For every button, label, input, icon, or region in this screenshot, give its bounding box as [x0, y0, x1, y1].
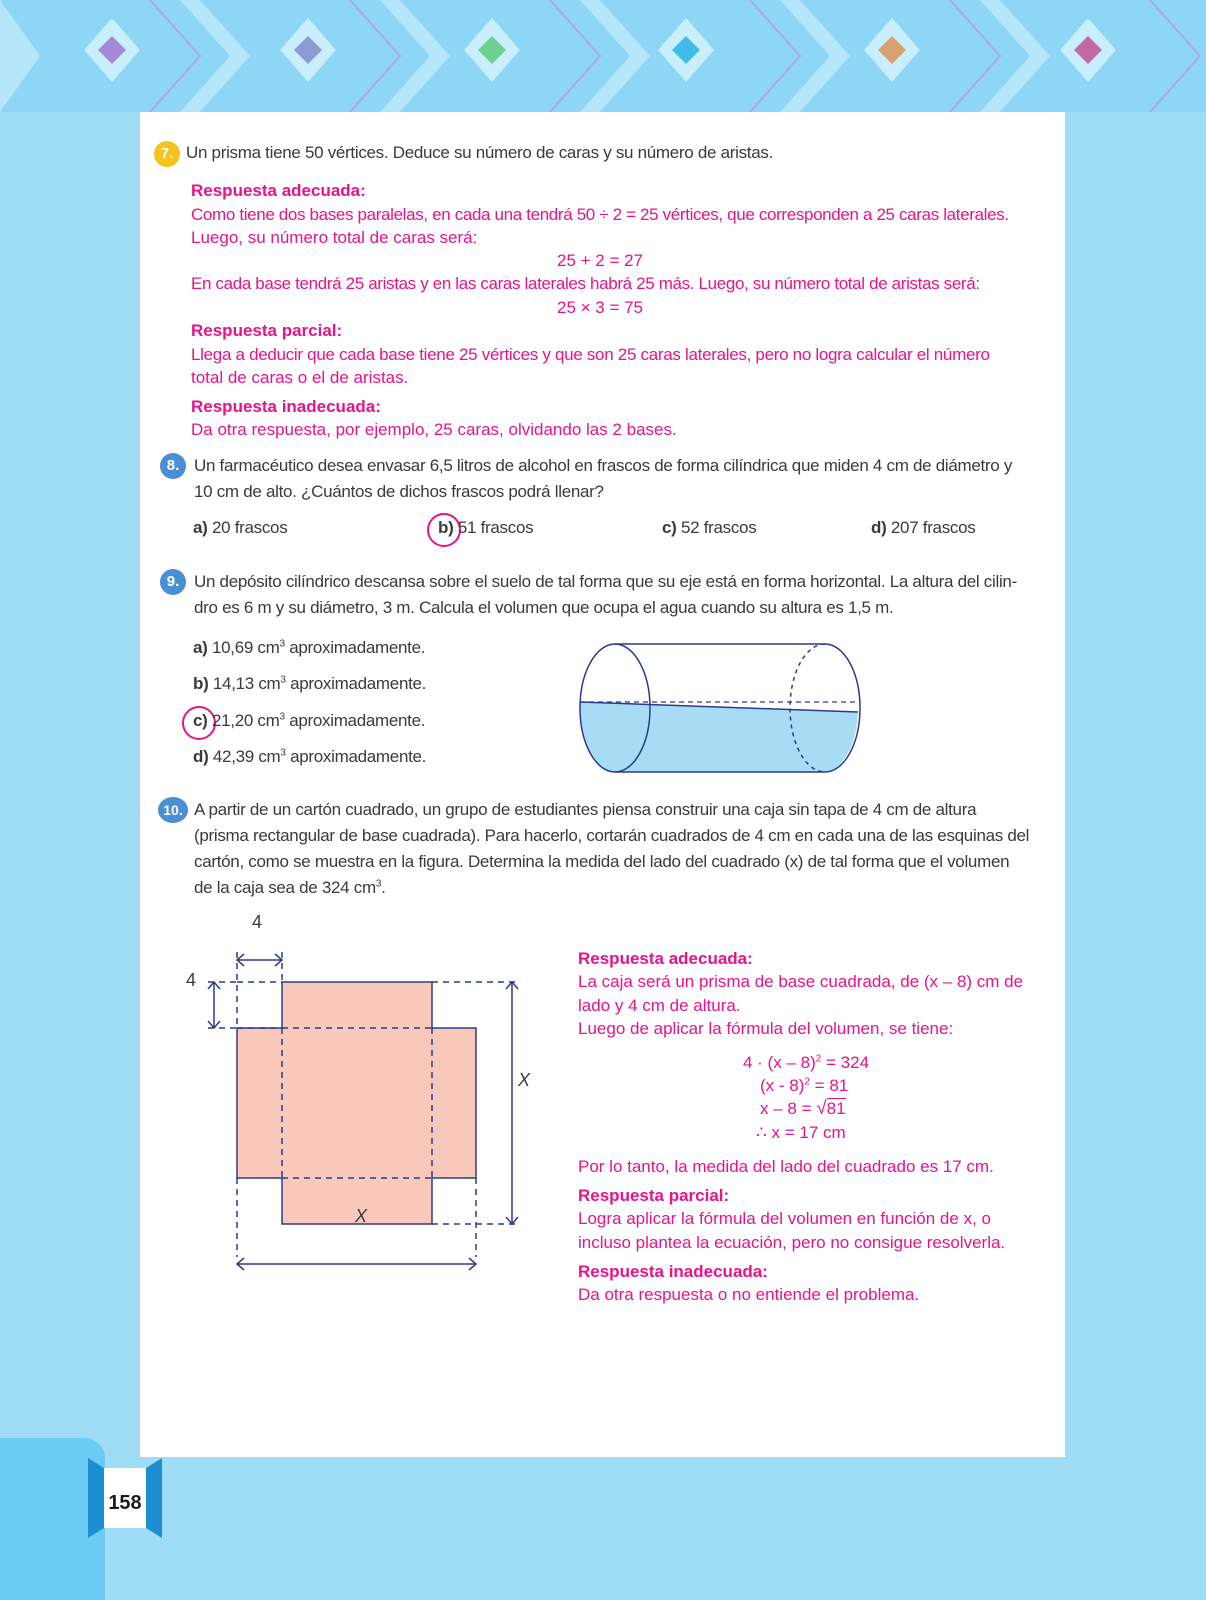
question-9-line2: dro es 6 m y su diámetro, 3 m. Calcula el volumen que ocupa el agua cuando su altura es 1,5 m. [194, 598, 894, 617]
question-9-line1: Un depósito cilíndrico descansa sobre el suelo de tal forma que su eje está en forma horizontal. La altura del cilin- [194, 572, 1017, 591]
q7-equation-2: 25 × 3 = 75 [556, 298, 644, 317]
question-8-line1: Un farmacéutico desea envasar 6,5 litros de alcohol en frascos de forma cilíndrica que miden 4 cm de diámetro y [194, 456, 1013, 475]
square-root-icon: √ [816, 1098, 827, 1119]
question-10-line2: (prisma rectangular de base cuadrada). Para hacerlo, cortarán cuadrados de 4 cm en cada una de las esquinas del [194, 826, 1030, 845]
q10-equation-1: 4 · (x – 8)$^2$ = 324 [743, 1053, 870, 1072]
q7-adequate-line2: Luego, su número total de caras será: [191, 228, 478, 247]
q9-option-b[interactable]: b) 14,13 $cm^3$ aproximadamente. [193, 674, 427, 693]
q7-adequate-title: Respuesta adecuada: [191, 181, 366, 200]
q10-partial-title: Respuesta parcial: [578, 1186, 730, 1205]
decorative-banner [0, 0, 1206, 112]
net-shape [237, 982, 476, 1224]
question-8-badge: 8. [160, 453, 186, 479]
page-content [140, 112, 1065, 1457]
q7-partial-line1: Llega a deducir que cada base tiene 25 vértices y que son 25 caras laterales, pero no logra calcular el número [191, 345, 990, 364]
q7-inadequate-text: Da otra respuesta, por ejemplo, 25 caras, olvidando las 2 bases. [191, 420, 677, 439]
q7-partial-line2: total de caras o el de aristas. [191, 368, 409, 387]
q10-conclusion: Por lo tanto, la medida del lado del cuadrado es 17 cm. [578, 1157, 994, 1176]
q10-adequate-line1: La caja será un prisma de base cuadrada, de (x – 8) cm de [578, 972, 1024, 991]
question-7-badge: 7. [154, 141, 180, 167]
question-10-line3: cartón, como se muestra en la figura. Determina la medida del lado del cuadrado (x) de tal forma que el volumen [194, 852, 1010, 871]
q9-option-d[interactable]: d) 42,39 $cm^3$ aproximadamente. [193, 747, 427, 766]
q7-adequate-line3: En cada base tendrá 25 aristas y en las caras laterales habrá 25 más. Luego, su número total de aristas será: [191, 274, 980, 293]
q7-inadequate-title: Respuesta inadecuada: [191, 397, 381, 416]
question-9-badge: 9. [160, 569, 186, 595]
net-label-bottom: X [355, 1206, 368, 1226]
q7-partial-title: Respuesta parcial: [191, 321, 343, 340]
q10-partial-line1: Logra aplicar la fórmula del volumen en función de x, o [578, 1209, 991, 1228]
q8-option-b[interactable]: b) 51 frascos [438, 518, 534, 537]
q10-equation-2: (x - 8)$^2$ = 81 [760, 1076, 849, 1095]
q10-equation-3: x – 8 = √81 [760, 1098, 846, 1119]
q10-adequate-title: Respuesta adecuada: [578, 949, 753, 968]
question-8-line2: 10 cm de alto. ¿Cuántos de dichos frascos podrá llenar? [194, 482, 604, 501]
q8-option-d[interactable]: d) 207 frascos [871, 518, 976, 537]
q10-adequate-line3: Luego de aplicar la fórmula del volumen, se tiene: [578, 1019, 954, 1038]
question-10-line1: A partir de un cartón cuadrado, un grupo de estudiantes piensa construir una caja sin tapa de 4 cm de altura [194, 800, 977, 819]
question-7-text: Un prisma tiene 50 vértices. Deduce su número de caras y su número de aristas. [186, 143, 773, 162]
net-label-right: X [518, 1070, 531, 1090]
q9-option-a[interactable]: a) 10,69 $cm^3$ aproximadamente. [193, 638, 426, 657]
q10-equation-4: ∴ x = 17 cm [756, 1123, 846, 1142]
page-number: 158 [108, 1492, 142, 1514]
q10-partial-line2: incluso plantea la ecuación, pero no consigue resolverla. [578, 1233, 1006, 1252]
question-10-line4: de la caja sea de 324 $cm^3$. [194, 878, 386, 897]
q8-option-a[interactable]: a) 20 frascos [193, 518, 288, 537]
horizontal-cylinder-figure [575, 642, 875, 782]
net-label-left: 4 [186, 970, 197, 990]
q7-equation-1: 25 + 2 = 27 [556, 251, 644, 270]
q9-option-c[interactable]: c) 21,20 $cm^3$ aproximadamente. [193, 711, 426, 730]
q10-inadequate-title: Respuesta inadecuada: [578, 1262, 768, 1281]
q10-inadequate-text: Da otra respuesta o no entiende el problema. [578, 1285, 920, 1304]
question-10-badge: 10. [158, 797, 188, 823]
q8-option-c[interactable]: c) 52 frascos [662, 518, 757, 537]
q7-adequate-line1: Como tiene dos bases paralelas, en cada una tendrá 50 ÷ 2 = 25 vértices, que corresponden a 25 caras laterales. [191, 205, 1009, 224]
net-label-top: 4 [252, 912, 263, 932]
q10-adequate-line2: lado y 4 cm de altura. [578, 996, 741, 1015]
box-net-figure [180, 912, 540, 1292]
